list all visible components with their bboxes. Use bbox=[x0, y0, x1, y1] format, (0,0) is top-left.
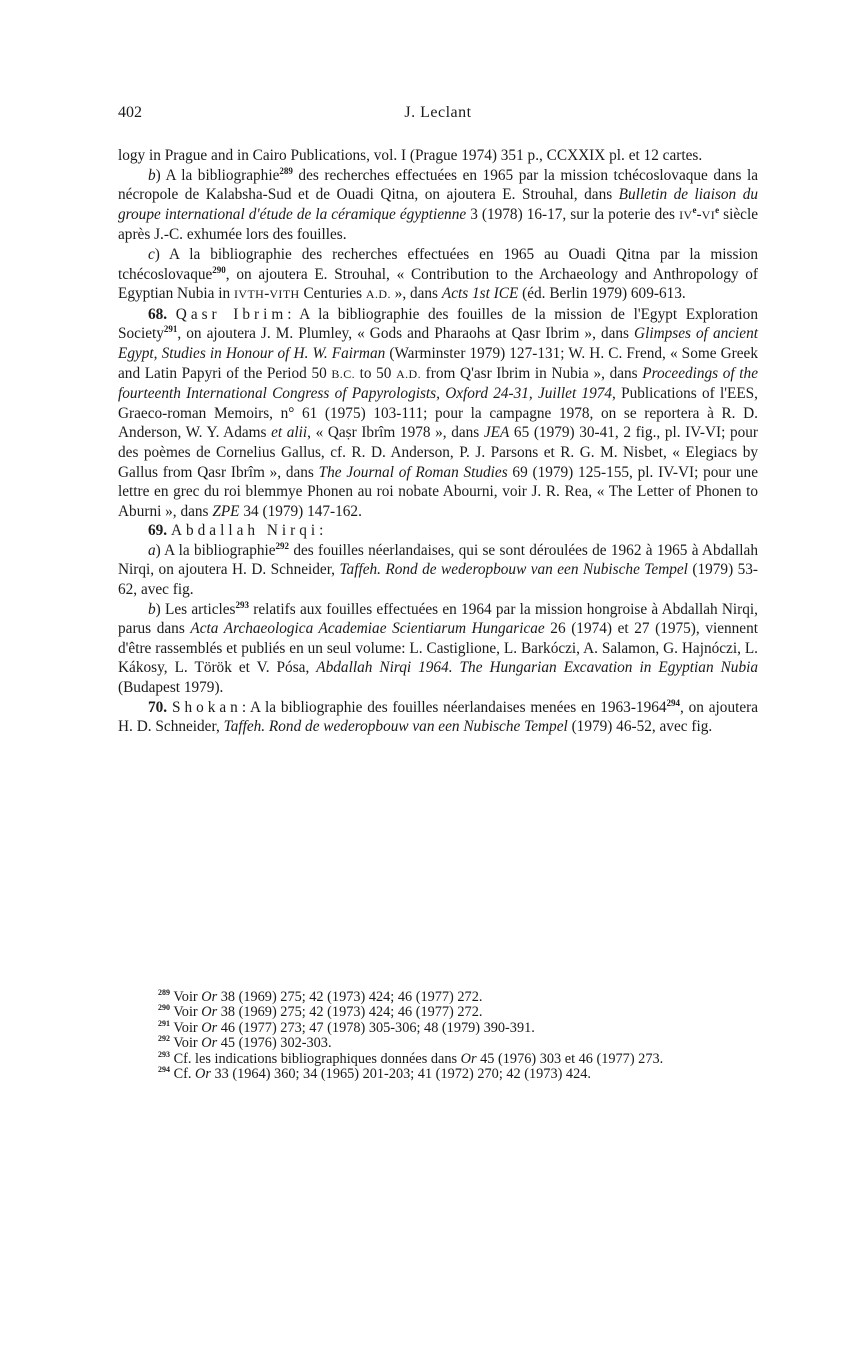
paragraph: b) Les articles$^{293}$ relatifs aux fouilles effectuées en 1964 par la mission hongroise à Abdallah Nirqi, parus dans Acta Archaeologica Academiae Scientiarum Hungaricae 26 (1974) et 27 (1975), viennent d'être rassemblés et publiés en un seul volume: L. Castiglione, L. Barkóczi, A. Salamon, G. Hajnóczi, L. Kákosy, L. Török et V. Pósa, Abdallah Nirqi 1964. The Hungarian Excavation in Egyptian Nubia (Budapest 1979). bbox=[118, 599, 759, 697]
footnote: $^{292}$ Voir Or 45 (1976) 302-303. bbox=[158, 1034, 332, 1052]
paragraph: a) A la bibliographie$^{292}$ des fouilles néerlandaises, qui se sont déroulées de 1962 à 1965 à Abdallah Nirqi, on ajoutera H. D. Schneider, Taffeh. Rond de wederopbouw van een Nubische Tempel (1979) 53-62, avec fig. bbox=[118, 540, 758, 599]
paragraph: 69. Abdallah Nirqi: bbox=[148, 522, 324, 540]
paragraph: 70. Shokan: A la bibliographie des fouilles néerlandaises menées en 1963-1964$^{294}$, on ajoutera H. D. Schneider, Taffeh. Rond de wederopbouw van een Nubische Tempel (1979) 46-52, avec fig. bbox=[118, 697, 759, 736]
paragraph: 68. Qasr Ibrim: A la bibliographie des fouilles de la mission de l'Egypt Exploration Society$^{291}$, on ajoutera J. M. Plumley, « Gods and Pharaohs at Qasr Ibrim », dans Glimpses of ancient Egypt, Studies in Honour of H. W. Fairman (Warminster 1979) 127-131; W. H. C. Frend, « Some Greek and Latin Papyri of the Period 50 B.C. to 50 A.D. from Q'asr Ibrim in Nubia », dans Proceedings of the fourteenth International Congress of Papyrologists, Oxford 24-31, Juillet 1974, Publications of l'EES, Graeco-roman Memoirs, n° 61 (1975) 103-111; pour la campagne 1978, on se reportera à R. D. Anderson, W. Y. Adams et alii, « Qaṣr Ibrîm 1978 », dans JEA 65 (1979) 30-41, 2 fig., pl. IV-VI; pour des poèmes de Cornelius Gallus, cf. R. D. Anderson, P. J. Parsons et R. G. M. Nisbet, « Elegiacs by Gallus from Qasr Ibrîm », dans The Journal of Roman Studies 69 (1979) 125-155, pl. IV-VI; pour une lettre en grec du roi blemmye Phonen au roi nobate Abourni, voir J. R. Rea, « The Letter of Phonen to Aburni », dans ZPE 34 (1979) 147-162. bbox=[118, 305, 759, 520]
footnote: $^{291}$ Voir Or 46 (1977) 273; 47 (1978) 305-306; 48 (1979) 390-391. bbox=[158, 1019, 535, 1036]
paragraph: b) A la bibliographie$^{289}$ des recherches effectuées en 1965 par la mission tchécoslovaque dans la nécropole de Kalabsha-Sud et de Ouadi Qitna, on ajoutera E. Strouhal, dans Bulletin de liaison du groupe international d'étude de la céramique égyptienne 3 (1978) 16-17, sur la poterie des IVe-VIe siècle après J.-C. exhumée lors des fouilles. bbox=[118, 165, 758, 244]
body-text bbox=[118, 146, 758, 737]
footnotes bbox=[118, 990, 758, 1082]
page-number: 402 bbox=[118, 104, 142, 121]
page-header bbox=[118, 104, 758, 130]
paragraph: c) A la bibliographie des recherches effectuées en 1965 au Ouadi Qitna par la mission tchécoslovaque$^{290}$, on ajoutera E. Strouhal, « Contribution to the Archaeology and Anthropology of Egyptian Nubia in IVTH-VITH Centuries A.D. », dans Acts 1st ICE (éd. Berlin 1979) 609-613. bbox=[118, 245, 758, 303]
footnote: $^{294}$ Cf. Or 33 (1964) 360; 34 (1965) 201-203; 41 (1972) 270; 42 (1973) 424. bbox=[158, 1065, 591, 1083]
footnote: $^{289}$ Voir Or 38 (1969) 275; 42 (1973) 424; 46 (1977) 272. bbox=[158, 988, 483, 1005]
footnote: $^{290}$ Voir Or 38 (1969) 275; 42 (1973) 424; 46 (1977) 272. bbox=[158, 1003, 483, 1021]
footnote: $^{293}$ Cf. les indications bibliographiques données dans Or 45 (1976) 303 et 46 (1977) 273. bbox=[158, 1049, 664, 1067]
running-head: J. Leclant bbox=[404, 104, 472, 121]
paragraph: logy in Prague and in Cairo Publications, vol. I (Prague 1974) 351 p., CCXXIX pl. et 12 cartes. bbox=[118, 147, 703, 164]
